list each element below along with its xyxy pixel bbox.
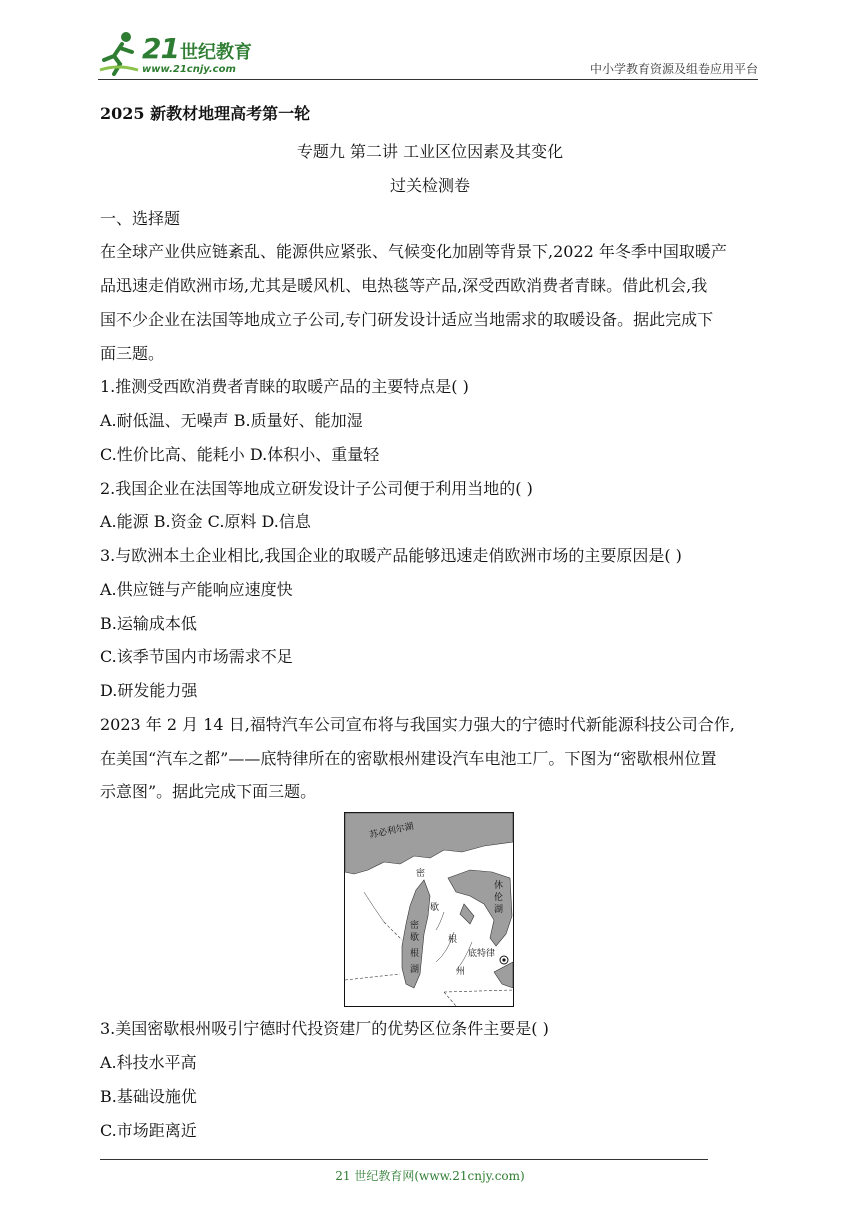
logo-url: www.21cnjy.com <box>142 64 236 75</box>
lake-michigan-label-1: 密 <box>410 921 420 931</box>
detroit-marker-icon <box>500 956 508 964</box>
lake-michigan-label-2: 歇 <box>410 933 420 943</box>
city-label-detroit: 底特律 <box>468 949 496 959</box>
question-1-options-row1: A.耐低温、无噪声 B.质量好、能加湿 <box>100 411 363 430</box>
runner-icon <box>98 30 142 76</box>
question-3-option-c: C.该季节国内市场需求不足 <box>100 647 293 666</box>
lake-michigan-label-4: 湖 <box>410 965 420 975</box>
question-3-option-d: D.研发能力强 <box>100 681 198 700</box>
lake-huron-label-1: 休 <box>494 881 504 891</box>
footer-link[interactable]: 21 世纪教育网(www.21cnjy.com) <box>335 1169 525 1183</box>
lake-huron-label-3: 湖 <box>494 905 504 915</box>
passage1-line: 在全球产业供应链紊乱、能源供应紧张、气候变化加剧等背景下,2022 年冬季中国取暖产 <box>100 242 727 261</box>
passage1-line: 品迅速走俏欧洲市场,尤其是暖风机、电热毯等产品,深受西欧消费者青睐。借此机会,我 <box>100 276 708 295</box>
passage1-line: 国不少企业在法国等地成立子公司,专门研发设计适应当地需求的取暖设备。据此完成下 <box>100 310 714 329</box>
question-4-option-a: A.科技水平高 <box>100 1053 197 1072</box>
state-label-2: 歇 <box>430 903 440 913</box>
site-logo[interactable] <box>98 30 268 78</box>
question-1-stem: 1.推测受西欧消费者青睐的取暖产品的主要特点是( ) <box>100 377 469 396</box>
passage2-line: 示意图”。据此完成下面三题。 <box>100 782 317 801</box>
logo-text: 世纪教育 <box>180 42 252 63</box>
series-title: 2025 新教材地理高考第一轮 <box>100 104 311 123</box>
question-1-options-row2: C.性价比高、能耗小 D.体积小、重量轻 <box>100 445 380 464</box>
section-heading: 一、选择题 <box>100 209 181 228</box>
question-2-stem: 2.我国企业在法国等地成立研发设计子公司便于利用当地的( ) <box>100 479 533 498</box>
question-3-option-b: B.运输成本低 <box>100 614 197 633</box>
passage1-line: 面三题。 <box>100 344 165 363</box>
passage2-line: 2023 年 2 月 14 日,福特汽车公司宣布将与我国实力强大的宁德时代新能源科技公司合作, <box>100 715 735 734</box>
question-3-stem: 3.与欧洲本土企业相比,我国企业的取暖产品能够迅速走俏欧洲市场的主要原因是( ) <box>100 546 682 565</box>
passage2-line: 在美国“汽车之都”——底特律所在的密歇根州建设汽车电池工厂。下图为“密歇根州位置 <box>100 749 717 768</box>
state-label-1: 密 <box>416 869 426 879</box>
logo-number: 21 <box>142 32 179 65</box>
question-4-stem: 3.美国密歇根州吸引宁德时代投资建厂的优势区位条件主要是( ) <box>100 1019 549 1038</box>
header-platform-text: 中小学教育资源及组卷应用平台 <box>589 62 758 76</box>
page-header <box>98 30 758 82</box>
question-4-option-b: B.基础设施优 <box>100 1087 197 1106</box>
question-3-option-a: A.供应链与产能响应速度快 <box>100 580 293 599</box>
question-4-option-c: C.市场距离近 <box>100 1121 197 1140</box>
state-label-4: 州 <box>456 967 466 977</box>
lake-superior-label: 苏必利尔湖 <box>368 821 415 841</box>
state-label-3: 根 <box>448 935 458 945</box>
header-divider <box>98 79 758 80</box>
question-2-options: A.能源 B.资金 C.原料 D.信息 <box>100 512 311 531</box>
doc-subtitle: 过关检测卷 <box>389 176 470 195</box>
lake-huron-label-2: 伦 <box>494 893 504 903</box>
michigan-location-map <box>344 812 514 1007</box>
lake-michigan-label-3: 根 <box>410 949 420 959</box>
doc-title: 专题九 第二讲 工业区位因素及其变化 <box>296 142 564 161</box>
footer-divider <box>100 1159 708 1160</box>
